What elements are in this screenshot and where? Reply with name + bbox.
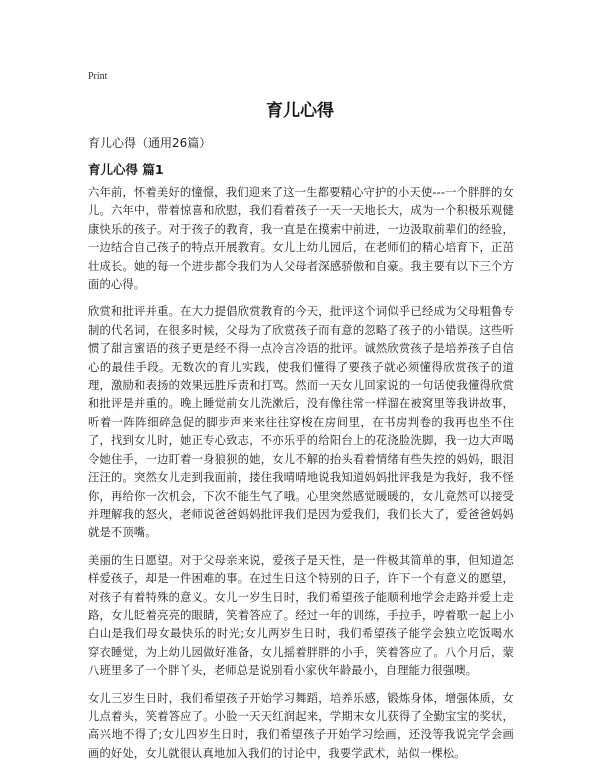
paragraph: 六年前，怀着美好的憧憬，我们迎来了这一生都要精心守护的小天使---一个胖胖的女儿。六年中，带着惊喜和欣慰，我们看着孩子一天一天地长大，成为一个积极乐观健康快乐的孩子。对于孩子的教育，我一直是在摸索中前进，一边汲取前辈们的经验，一边结合自己孩子的特点开展教育。女儿上幼儿园后，在老师们的精心培育下，正茁壮成长。她的每一个进步都令我们为人父母者深感骄傲和自豪。我主要有以下三个方面的心得。 [88, 186, 514, 292]
paragraph: 女儿三岁生日时，我们希望孩子开始学习舞蹈，培养乐感，锻炼身体，增强体质，女儿点着头，笑着答应了。小脸一天天红润起来，学期末女儿获得了全勤宝宝的奖状，高兴地不得了;女儿四岁生日时，我们希望孩子开始学习绘画，还没等我说完学会画画的好处，女儿就很认真地加入我们的讨论中，我要学武术，站似一棵松。 [88, 691, 514, 760]
document-title: 育儿心得 [266, 101, 334, 121]
section-heading: 育儿心得 篇1 [88, 162, 164, 177]
print-link[interactable]: Print [88, 71, 108, 82]
paragraph: 美丽的生日愿望。对于父母亲来说，爱孩子是天性，是一件极其简单的事，但知道怎样爱孩子，却是一件困难的事。在过生日这个特别的日子，许下一个有意义的愿望，对孩子有着特殊的意义。女儿一岁生日时，我们希望孩子能顺利地学会走路并爱上走路，女儿眨着亮亮的眼睛，笑着答应了。经过一年的训练，手拉手，哼着歌一起上小白山是我们母女最快乐的时光;女儿两岁生日时，我们希望孩子能学会独立吃饭喝水穿衣睡觉，为上幼儿园做好准备，女儿摇着胖胖的小手，笑着答应了。八个月后，蒙八班里多了一个胖丫头，老师总是说别看小家伙年龄最小，自理能力很强噢。 [88, 553, 514, 678]
paragraph: 欣赏和批评并重。在大力提倡欣赏教育的今天，批评这个词似乎已经成为父母粗鲁专制的代名词，在很多时候，父母为了欣赏孩子而有意的忽略了孩子的小错误。这些听惯了甜言蜜语的孩子更是经不得一点冷言冷语的批评。诚然欣赏孩子是培养孩子自信心的最佳手段。无数次的育儿实践，使我们懂得了要孩子就必须懂得欣赏孩子的道理，激励和表扬的效果远胜斥责和打骂。然而一天女儿回家说的一句话使我懂得欣赏和批评是并重的。晚上睡觉前女儿洗漱后，没有像往常一样溜在被窝里等我讲故事，听着一阵阵细碎急促的脚步声来来往往穿梭在房间里，在书房判卷的我再也坐不住了，找到女儿时，她正专心致志，不亦乐乎的给阳台上的花浇脸洗脚，我一边大声喝令她住手，一边盯着一身狼狈的她，女儿不解的抬头看着情绪有些失控的妈妈，眼泪汪汪的。突然女儿走到我面前，搂住我晴晴地说我知道妈妈批评我是为我好，我不怪你，再给你一次机会，下次不能生气了哦。心里突然感觉暖暖的，女儿竟然可以接受并理解我的怒火，老师说爸爸妈妈批评我们是因为爱我们，我们长大了，爱爸爸妈妈就是不顶嘴。 [88, 305, 514, 540]
document-subtitle: 育儿心得（通用26篇） [88, 136, 212, 150]
article-body [88, 184, 514, 772]
